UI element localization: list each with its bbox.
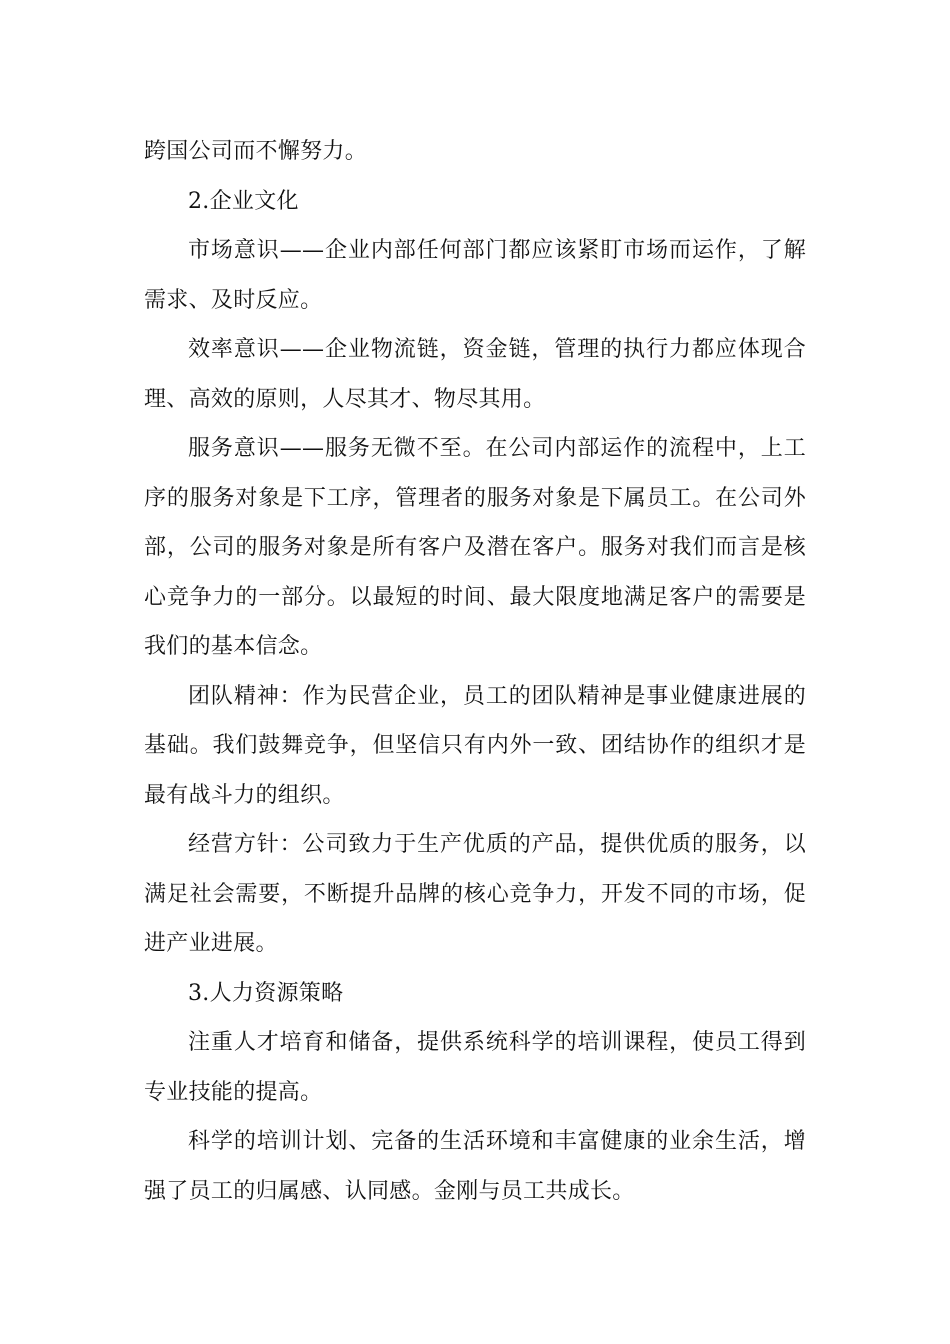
paragraph-continuation: 跨国公司而不懈努力。 — [144, 139, 368, 164]
paragraph-market-awareness: 市场意识——企业内部任何部门都应该紧盯市场而运作，了解需求、及时反应。 — [144, 238, 806, 313]
paragraph-efficiency-awareness: 效率意识——企业物流链，资金链，管理的执行力都应体现合理、高效的原则，人尽其才、物尽其用。 — [144, 337, 806, 412]
section-heading-corporate-culture: 2.企业文化 — [188, 188, 299, 214]
paragraph-service-awareness: 服务意识——服务无微不至。在公司内部运作的流程中，上工序的服务对象是下工序，管理者的服务对象是下属员工。在公司外部，公司的服务对象是所有客户及潜在客户。服务对我们而言是核心竞争力的一部分。以最短的时间、最大限度地满足客户的需要是我们的基本信念。 — [144, 436, 806, 659]
document-body — [144, 127, 806, 1216]
paragraph-training-plan: 科学的培训计划、完备的生活环境和丰富健康的业余生活，增强了员工的归属感、认同感。金刚与员工共成长。 — [144, 1129, 806, 1204]
paragraph-business-policy: 经营方针：公司致力于生产优质的产品，提供优质的服务，以满足社会需要，不断提升品牌的核心竞争力，开发不同的市场，促进产业进展。 — [144, 832, 806, 956]
paragraph-talent-development: 注重人才培育和储备，提供系统科学的培训课程，使员工得到专业技能的提高。 — [144, 1030, 806, 1105]
section-heading-hr-strategy: 3.人力资源策略 — [188, 980, 344, 1006]
paragraph-team-spirit: 团队精神：作为民营企业，员工的团队精神是事业健康进展的基础。我们鼓舞竞争，但坚信只有内外一致、团结协作的组织才是最有战斗力的组织。 — [144, 683, 806, 808]
